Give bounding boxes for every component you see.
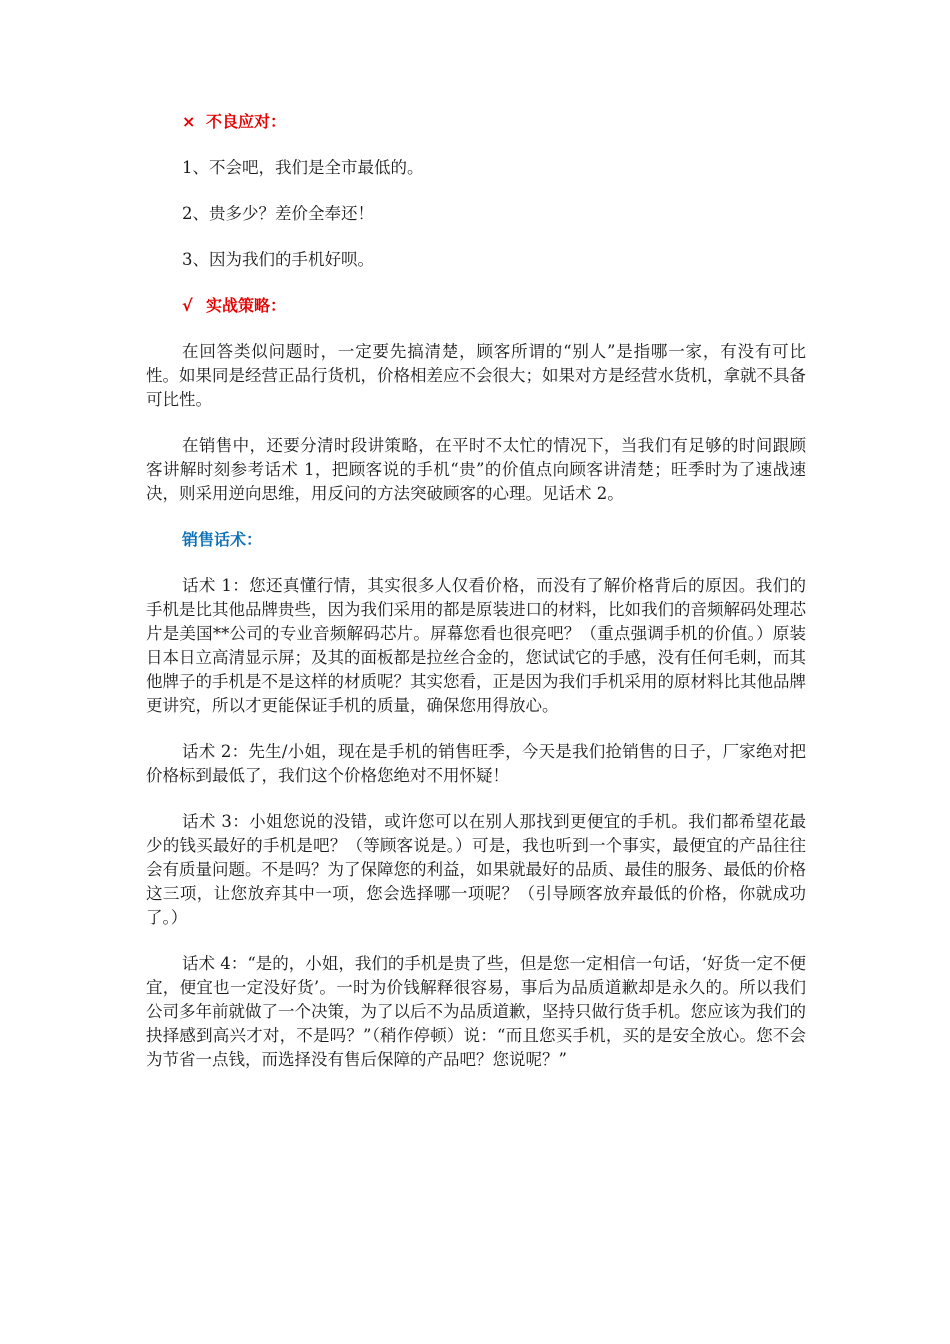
script-paragraph-2: 话术 2：先生/小姐，现在是手机的销售旺季，今天是我们抢销售的日子，厂家绝对把价格标到最低了，我们这个价格您绝对不用怀疑！: [146, 742, 806, 785]
strategy-title: 实战策略：: [206, 296, 287, 315]
script-paragraph-1: 话术 1：您还真懂行情，其实很多人仅看价格，而没有了解价格背后的原因。我们的手机是比其他品牌贵些，因为我们采用的都是原装进口的材料，比如我们的音频解码处理芯片是美国**公司的专业音频解码芯片。屏幕您看也很亮吧？（重点强调手机的价值。）原装日本日立高清显示屏；及其的面板都是拉丝合金的，您试试它的手感，没有任何毛刺，而其他牌子的手机是不是这样的材质呢？其实您看，正是因为我们手机采用的原材料比其他品牌更讲究，所以才更能保证手机的质量，确保您用得放心。: [146, 576, 806, 715]
bad-response-heading: [146, 110, 806, 134]
script-paragraph-3: 话术 3：小姐您说的没错，或许您可以在别人那找到更便宜的手机。我们都希望花最少的钱买最好的手机是吧？（等顾客说是。）可是，我也听到一个事实，最便宜的产品往往会有质量问题。不是吗？为了保障您的利益，如果就最好的品质、最佳的服务、最低的价格这三项，让您放弃其中一项，您会选择哪一项呢？（引导顾客放弃最低的价格，你就成功了。）: [146, 812, 806, 927]
check-icon: √: [182, 296, 193, 315]
bad-response-item-3: 3、因为我们的手机好呗。: [182, 250, 374, 269]
strategy-paragraph-1: 在回答类似问题时，一定要先搞清楚，顾客所谓的“别人”是指哪一家，有没有可比性。如果同是经营正品行货机，价格相差应不会很大；如果对方是经营水货机，拿就不具备可比性。: [146, 342, 806, 409]
scripts-heading: 销售话术：: [182, 530, 263, 549]
strategy-heading: [146, 294, 806, 318]
bad-response-title: 不良应对：: [206, 112, 287, 131]
script-paragraph-4: 话术 4：“是的，小姐，我们的手机是贵了些，但是您一定相信一句话，‘好货一定不便宜，便宜也一定没好货’。一时为价钱解释很容易，事后为品质道歉却是永久的。所以我们公司多年前就做了一个决策，为了以后不为品质道歉，坚持只做行货手机。您应该为我们的抉择感到高兴才对，不是吗？”（稍作停顿）说：“而且您买手机，买的是安全放心。您不会为节省一点钱，而选择没有售后保障的产品吧？您说呢？”: [146, 954, 806, 1069]
bad-response-item-2: 2、贵多少？差价全奉还！: [182, 204, 374, 223]
bad-response-item-1: 1、不会吧，我们是全市最低的。: [182, 158, 424, 177]
cross-icon: ×: [182, 112, 196, 131]
document-page: [146, 110, 806, 1072]
strategy-paragraph-2: 在销售中，还要分清时段讲策略，在平时不太忙的情况下，当我们有足够的时间跟顾客讲解时刻参考话术 1，把顾客说的手机“贵”的价值点向顾客讲清楚；旺季时为了速战速决，则采用逆向思维，用反问的方法突破顾客的心理。见话术 2。: [146, 436, 806, 503]
